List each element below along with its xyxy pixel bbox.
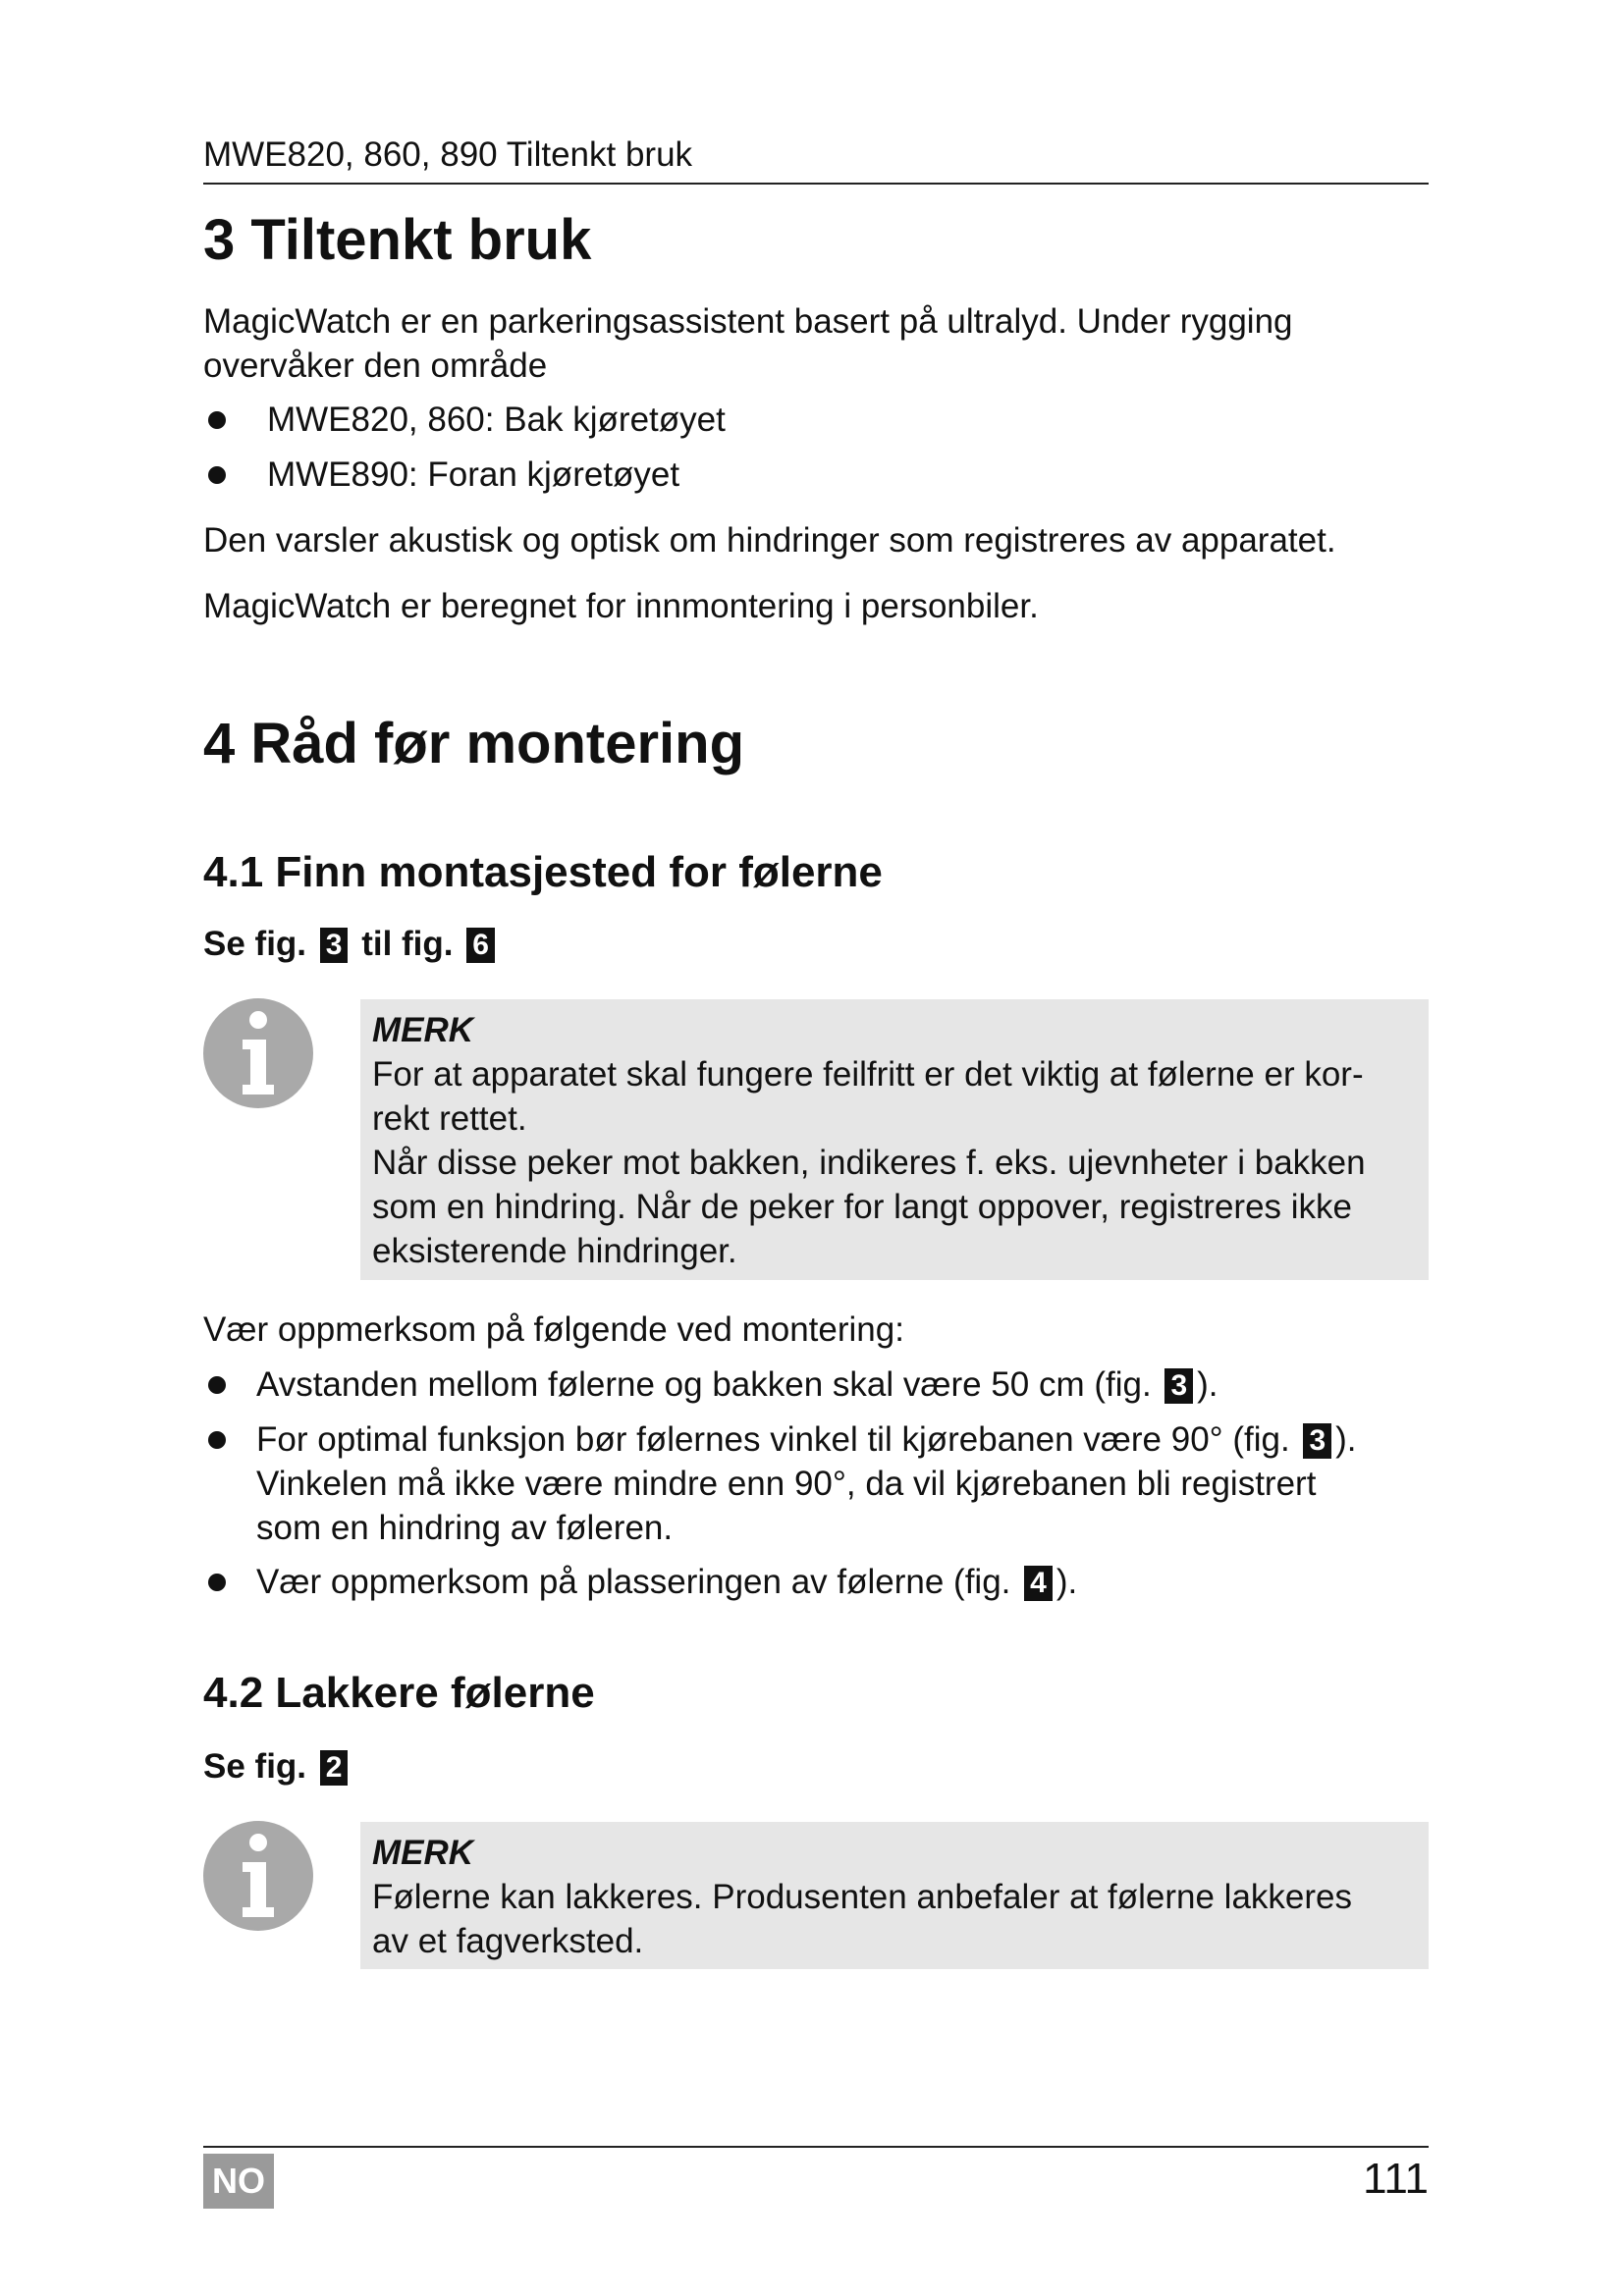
section-3-paragraph-3: MagicWatch er beregnet for innmontering i personbiler. [203,587,1039,625]
running-header: MWE820, 860, 890 Tiltenkt bruk [203,135,693,174]
section-4-heading: 4 Råd før montering [203,712,745,775]
note-text-line: av et fagverksted. [372,1922,644,1960]
figure-number-badge: 3 [1303,1423,1331,1459]
list-item-text [256,1560,1429,1604]
page-number: 111 [1363,2155,1429,2203]
section-4-1-heading: 4.1 Finn montasjested for følerne [203,848,883,896]
list-item-text [256,1362,1429,1407]
list-item-text: MWE820, 860: Bak kjøretøyet [267,400,726,439]
section-3-heading: 3 Tiltenkt bruk [203,208,592,272]
note-text-line: eksisterende hindringer. [372,1232,737,1270]
bullet-icon [208,1376,226,1394]
language-badge: NO [203,2154,274,2209]
note-text-line: For at apparatet skal fungere feilfritt er det viktig at følerne er kor- [372,1055,1364,1094]
figure-reference-prefix: Se fig. [203,925,307,963]
mounting-lead-text: Vær oppmerksom på følgende ved montering: [203,1310,904,1349]
figure-reference [203,1745,352,1789]
list-item-text-end: ). [1335,1420,1357,1459]
list-item-text: MWE890: Foran kjøretøyet [267,455,680,494]
note-box [360,999,1429,1280]
list-item-text-line: Vinkelen må ikke være mindre enn 90°, da vil kjørebanen bli registrert [256,1465,1317,1503]
note-text-line: Når disse peker mot bakken, indikeres f. eks. ujevnheter i bakken [372,1144,1366,1182]
bullet-icon [208,411,226,429]
figure-number-badge: 3 [1164,1368,1193,1404]
note-label: MERK [372,1834,474,1872]
list-item-text-end: ). [1197,1365,1218,1404]
list-item-text-end: ). [1056,1563,1078,1601]
note-text-line: rekt rettet. [372,1099,527,1138]
note-text-line: Følerne kan lakkeres. Produsenten anbefaler at følerne lakkeres [372,1878,1353,1916]
bullet-icon [208,466,226,484]
figure-number-badge: 4 [1024,1566,1053,1601]
list-item-text-main: Avstanden mellom følerne og bakken skal være 50 cm (fig. [256,1365,1152,1404]
info-icon [203,1821,313,1931]
figure-reference [203,923,499,966]
list-item-text [256,1417,1429,1550]
info-icon [203,998,313,1108]
bullet-icon [208,1574,226,1591]
list-item-text-main: For optimal funksjon bør følernes vinkel til kjørebanen være 90° (fig. [256,1420,1290,1459]
section-3-intro-line-1: MagicWatch er en parkeringsassistent basert på ultralyd. Under rygging [203,302,1293,341]
figure-number-badge: 2 [320,1750,349,1786]
figure-number-badge: 3 [320,928,349,963]
note-label: MERK [372,1011,474,1049]
note-text-line: som en hindring. Når de peker for langt oppover, registreres ikke [372,1188,1353,1226]
figure-number-badge: 6 [466,928,495,963]
list-item-text-line: som en hindring av føleren. [256,1509,674,1547]
note-box [360,1822,1429,1969]
section-4-2-heading: 4.2 Lakkere følerne [203,1669,595,1717]
figure-reference-prefix: Se fig. [203,1747,307,1786]
section-3-paragraph-2: Den varsler akustisk og optisk om hindringer som registreres av apparatet. [203,521,1336,560]
footer-rule [203,2146,1429,2148]
section-3-intro-line-2: overvåker den område [203,347,548,385]
list-item-text-main: Vær oppmerksom på plasseringen av følerne (fig. [256,1563,1011,1601]
header-rule [203,183,1429,185]
bullet-icon [208,1431,226,1449]
figure-reference-middle: til fig. [361,925,454,963]
